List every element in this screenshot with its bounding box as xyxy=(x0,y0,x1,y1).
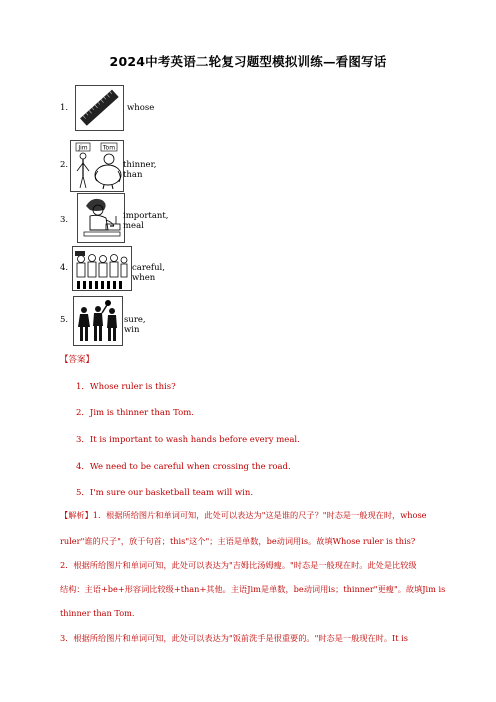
answer-heading: 【答案】 xyxy=(60,355,95,365)
ruler-picture xyxy=(75,85,124,131)
page-title: 2024中考英语二轮复习题型模拟训练—看图写话 xyxy=(109,54,387,69)
answer-line: 5．I'm sure our basketball team will win. xyxy=(76,488,254,498)
answer-line: 1．Whose ruler is this? xyxy=(76,382,176,392)
jim-label: Jim xyxy=(78,144,88,152)
explanation-line: ruler"谁的尺子"，放于句首；this"这个"；主语是单数，be动词用is。故填Whose ruler is this? xyxy=(60,536,416,546)
given-words: important, meal xyxy=(123,211,169,231)
explanation-line: 【解析】1．根据所给图片和单词可知，此处可以表达为"这是谁的尺子？"时态是一般现在时，whose xyxy=(60,510,427,520)
question-number: 2. xyxy=(60,160,69,170)
jim-tom-picture xyxy=(70,140,124,192)
question-number: 3. xyxy=(60,215,69,225)
road-crossing-picture xyxy=(72,246,132,291)
question-number: 1. xyxy=(60,103,69,113)
explanation-line: 2．根据所给图片和单词可知，此处可以表达为"吉姆比汤姆瘦。"时态是一般现在时。此处是比较级 xyxy=(60,560,417,570)
given-words: thinner, than xyxy=(123,160,157,180)
answer-line: 4．We need to be careful when crossing the road. xyxy=(76,462,291,472)
explanation-line: thinner than Tom. xyxy=(60,608,135,618)
answer-line: 2．Jim is thinner than Tom. xyxy=(76,408,194,418)
explanation-line: 结构：主语+be+形容词比较级+than+其他。主语Jim是单数，be动词用is；thinner"更瘦"。故填Jim is xyxy=(60,584,446,594)
given-words: sure, win xyxy=(124,315,146,335)
hand-washing-picture xyxy=(77,193,125,243)
question-number: 5. xyxy=(60,315,69,325)
given-words: careful, when xyxy=(132,263,165,283)
tom-label: Tom xyxy=(102,144,116,152)
question-number: 4. xyxy=(60,263,69,273)
explanation-line: 3．根据所给图片和单词可知，此处可以表达为"饭前洗手是很重要的。"时态是一般现在时。It is xyxy=(60,633,409,643)
answer-line: 3．It is important to wash hands before every meal. xyxy=(76,435,300,445)
basketball-picture xyxy=(73,296,123,346)
given-words: whose xyxy=(127,103,155,113)
